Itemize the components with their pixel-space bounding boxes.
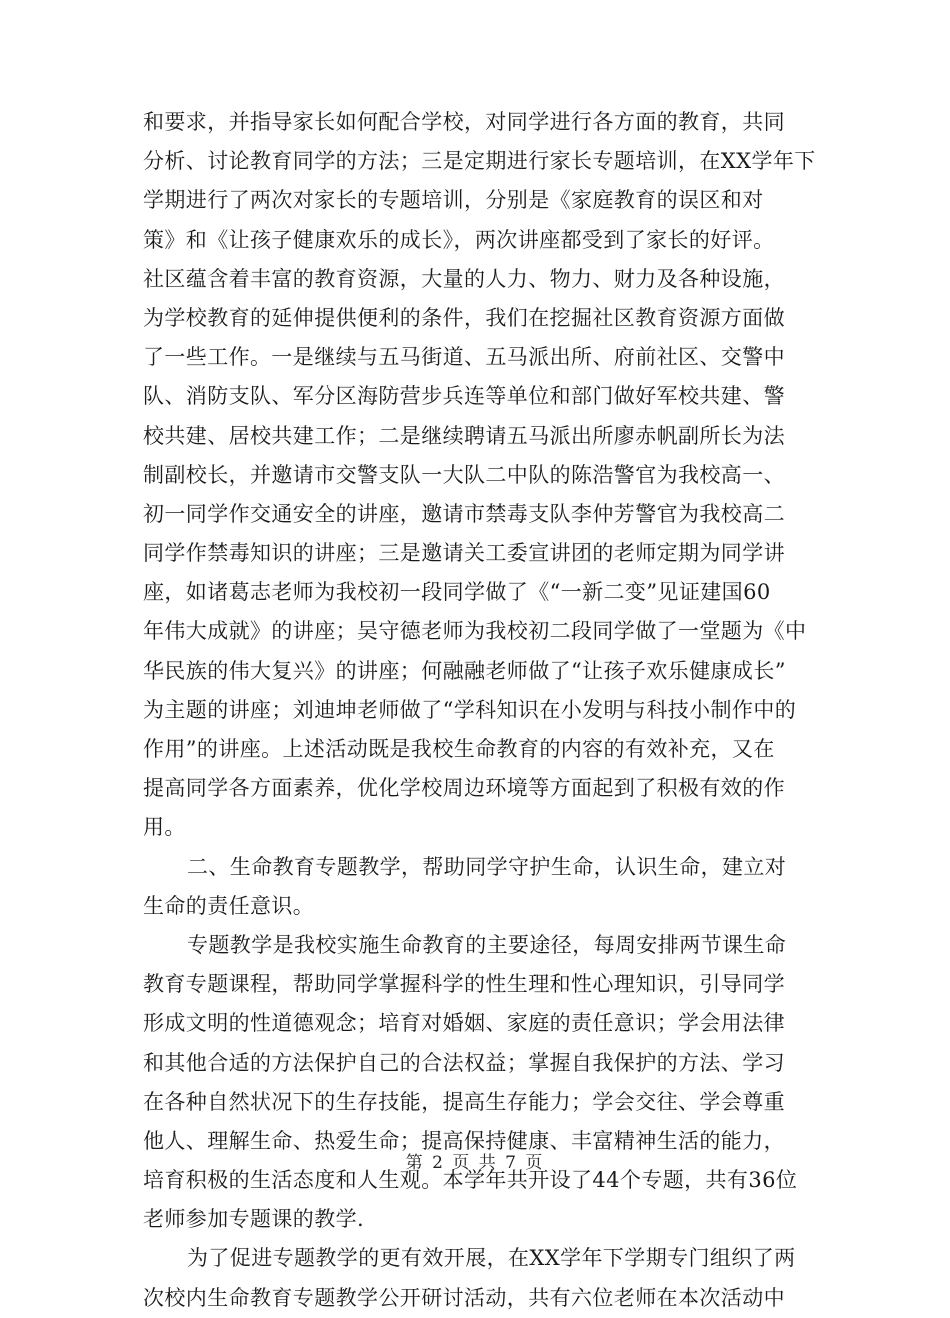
text-line: 为学校教育的延伸提供便利的条件，我们在挖掘社区教育资源方面做 <box>143 305 785 330</box>
text-line: 他人、理解生命、热爱生命；提高保持健康、丰富精神生活的能力， <box>143 1128 785 1153</box>
text-line: 老师参加专题课的教学. <box>143 1207 365 1232</box>
text-line: 分析、讨论教育同学的方法；三是定期进行家长专题培训，在XX学年下 <box>143 149 816 174</box>
text-line: 制副校长，并邀请市交警支队一大队二中队的陈浩警官为我校高一、 <box>143 462 785 487</box>
text-line: 为了促进专题教学的更有效开展，在XX学年下学期专门组织了两 <box>187 1246 796 1271</box>
section-heading-line: 生命的责任意识。 <box>143 893 315 918</box>
text-line: 策》和《让孩子健康欢乐的成长》，两次讲座都受到了家长的好评。 <box>143 227 775 252</box>
text-line: 培育积极的生活态度和人生观。本学年共开设了44个专题，共有36位 <box>143 1168 798 1193</box>
text-line: 和其他合适的方法保护自己的合法权益；掌握自我保护的方法、学习 <box>143 1050 785 1075</box>
section-heading-line: 二、生命教育专题教学，帮助同学守护生命，认识生命，建立对 <box>187 854 787 879</box>
text-line: 形成文明的性道德观念；培育对婚姻、家庭的责任意识；学会用法律 <box>143 1011 785 1036</box>
text-line: 年伟大成就》的讲座；吴守德老师为我校初二段同学做了一堂题为《中 <box>143 619 807 644</box>
text-line: 专题教学是我校实施生命教育的主要途径，每周安排两节课生命 <box>187 932 787 957</box>
text-line: 初一同学作交通安全的讲座，邀请市禁毒支队李仲芳警官为我校高二 <box>143 501 785 526</box>
text-line: 华民族的伟大复兴》的讲座；何融融老师做了“让孩子欢乐健康成长” <box>143 658 786 683</box>
text-line: 了一些工作。一是继续与五马街道、五马派出所、府前社区、交警中 <box>143 345 785 370</box>
text-line: 和要求，并指导家长如何配合学校，对同学进行各方面的教育，共同 <box>143 110 785 134</box>
text-line: 次校内生命教育专题教学公开研讨活动，共有六位老师在本次活动中 <box>143 1285 785 1310</box>
body-text <box>143 103 816 1318</box>
text-line: 提高同学各方面素养，优化学校周边环境等方面起到了积极有效的作 <box>143 776 785 801</box>
text-line: 用。 <box>143 815 186 840</box>
text-line: 学期进行了两次对家长的专题培训，分别是《家庭教育的误区和对 <box>143 188 764 213</box>
text-line: 社区蕴含着丰富的教育资源，大量的人力、物力、财力及各种设施， <box>143 266 785 291</box>
text-line: 座，如诸葛志老师为我校初一段同学做了《“一新二变”见证建国60 <box>143 580 771 605</box>
text-line: 队、消防支队、军分区海防营步兵连等单位和部门做好军校共建、警 <box>143 384 785 409</box>
text-line: 教育专题课程，帮助同学掌握科学的性生理和性心理知识，引导同学 <box>143 972 785 997</box>
page-number-footer: 第 2 页 共 7 页 <box>405 1153 545 1173</box>
text-line: 在各种自然状况下的生存技能，提高生存能力；学会交往、学会尊重 <box>143 1089 785 1114</box>
text-line: 作用”的讲座。上述活动既是我校生命教育的内容的有效补充，又在 <box>143 737 775 761</box>
text-line: 校共建、居校共建工作；二是继续聘请五马派出所廖赤帆副所长为法 <box>143 423 785 448</box>
text-line: 为主题的讲座；刘迪坤老师做了“学科知识在小发明与科技小制作中的 <box>143 697 797 722</box>
text-line: 同学作禁毒知识的讲座；三是邀请关工委宣讲团的老师定期为同学讲 <box>143 541 785 566</box>
